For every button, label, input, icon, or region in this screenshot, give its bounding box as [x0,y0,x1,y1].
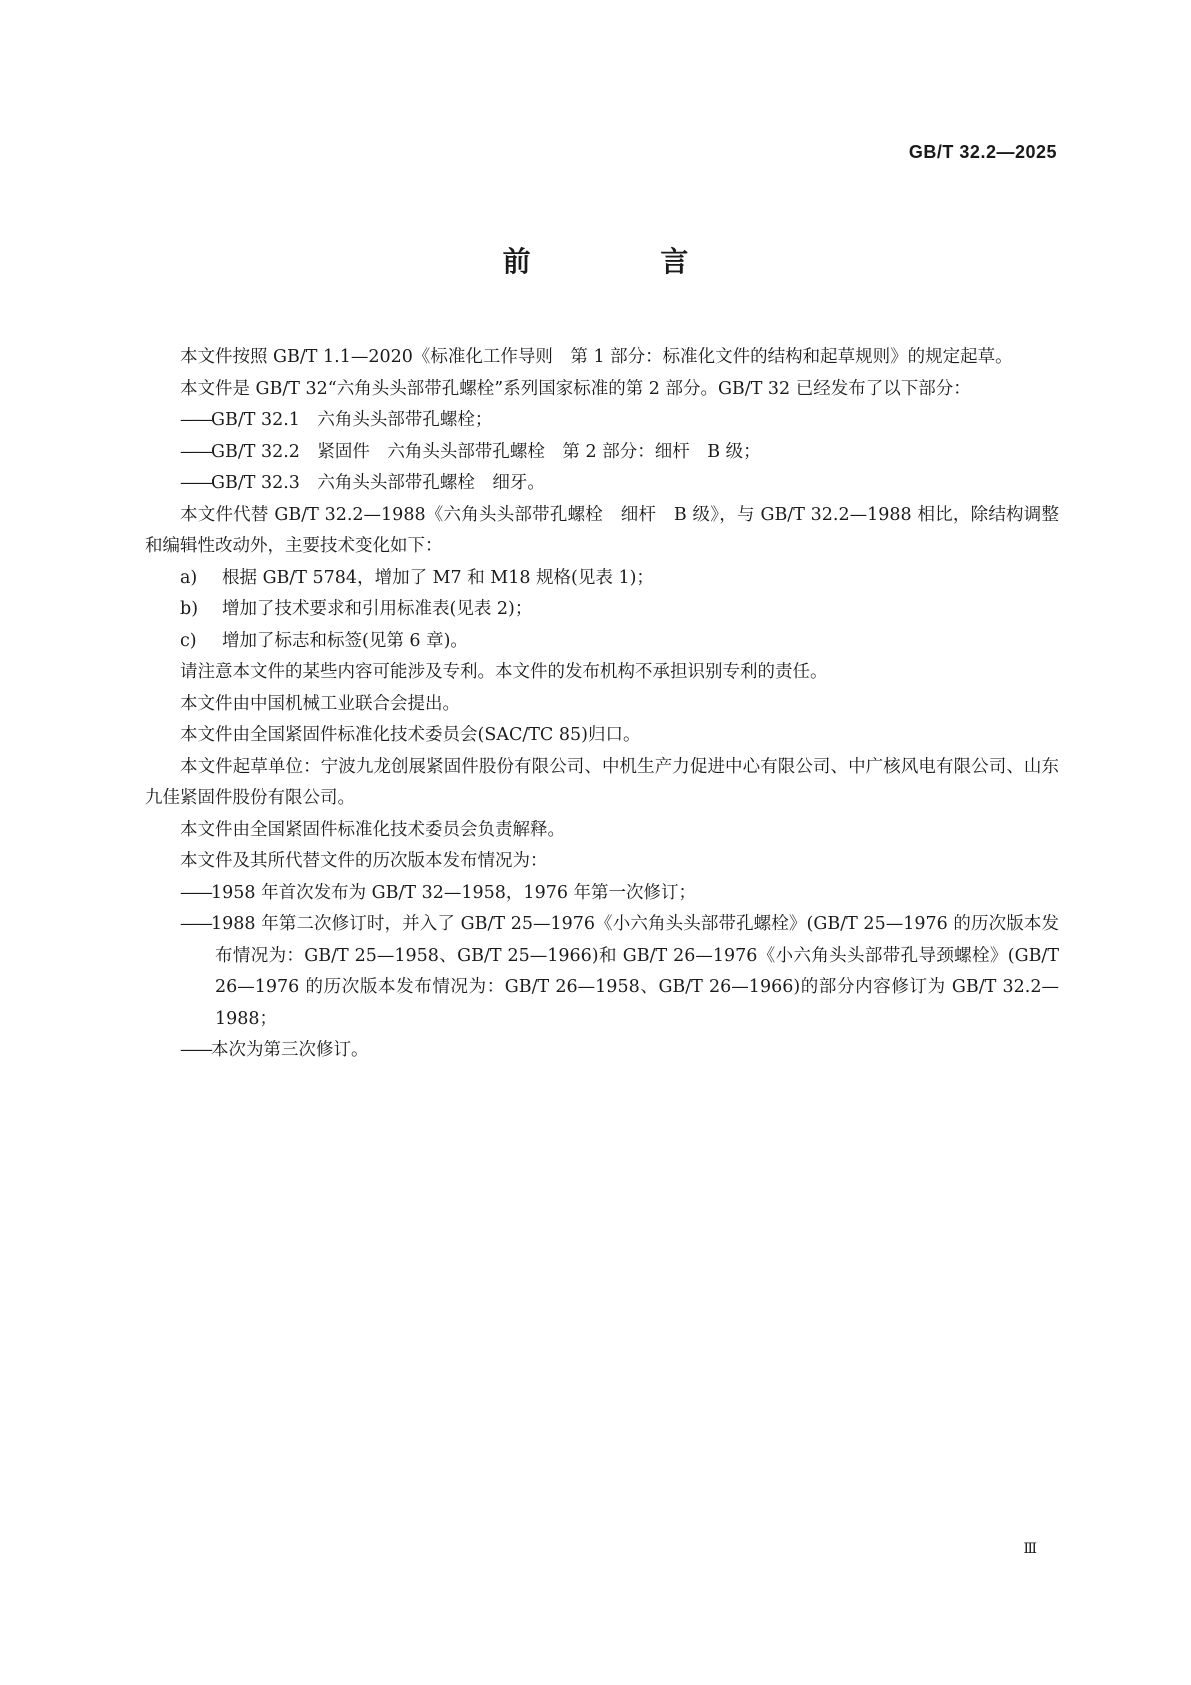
change-list-item [145,594,1059,626]
change-text: 根据 GB/T 5784，增加了 M7 和 M18 规格(见表 1)； [222,567,654,588]
part-list-item [145,405,1059,437]
change-list-item [145,563,1059,595]
dash-mark: —— [180,473,211,493]
history-list-item [145,878,1059,910]
history-list-item [145,909,1059,1035]
change-text: 增加了技术要求和引用标准表(见表 2)； [222,599,533,619]
dash-mark: —— [180,1040,211,1060]
paragraph-history-intro: 本文件及其所代替文件的历次版本发布情况为： [180,851,548,871]
dash-mark: —— [180,410,211,430]
history-list-item [145,1035,1059,1067]
paragraph-committee: 本文件由全国紧固件标准化技术委员会(SAC/TC 85)归口。 [180,725,641,745]
page-title: 前 言 [502,245,749,278]
paragraph-drafting-rules: 本文件按照 GB/T 1.1—2020《标准化工作导则 第 1 部分：标准化文件的结构和起草规则》的规定起草。 [180,347,1013,367]
history-text: 1988 年第二次修订时，并入了 GB/T 25—1976《小六角头头部带孔螺栓》(GB/T 25—1976 的历次版本发布情况为：GB/T 25—1958、GB/T 25—1966)和 GB/T 26—1976《小六角头头部带孔导颈螺栓》(GB/T 26—1976 的历次版本发布情况为：GB/T 26—1958、GB/T 26—1966)的部分内容修订为 GB/T 32.2—1988； [211,914,1059,1029]
part-list-item [145,468,1059,500]
history-text: 1958 年首次发布为 GB/T 32—1958，1976 年第一次修订； [211,882,697,903]
list-marker: b) [180,599,199,619]
part-list-item [145,437,1059,469]
paragraph-drafting-units: 本文件起草单位：宁波九龙创展紧固件股份有限公司、中机生产力促进中心有限公司、中广核风电有限公司、山东九佳紧固件股份有限公司。 [145,756,1059,808]
change-text: 增加了标志和标签(见第 6 章)。 [222,630,468,651]
dash-mark: —— [180,441,211,462]
standard-code: GB/T 32.2—2025 [908,142,1057,162]
dash-mark: —— [180,882,211,903]
page-number: Ⅲ [1023,1541,1037,1557]
list-marker: a) [180,567,198,588]
paragraph-interpretation: 本文件由全国紧固件标准化技术委员会负责解释。 [180,819,565,840]
paragraph-patent-notice: 请注意本文件的某些内容可能涉及专利。本文件的发布机构不承担识别专利的责任。 [180,662,828,682]
paragraph-series-parts: 本文件是 GB/T 32“六角头头部带孔螺栓”系列国家标准的第 2 部分。GB/T 32 已经发布了以下部分： [180,378,971,399]
history-text: 本次为第三次修订。 [211,1040,369,1060]
list-marker: c) [180,630,197,651]
paragraph-replaces: 本文件代替 GB/T 32.2—1988《六角头头部带孔螺栓 细杆 B 级》，与 GB/T 32.2—1988 相比，除结构调整和编辑性改动外，主要技术变化如下： [145,504,1059,556]
part-text: GB/T 32.2 紧固件 六角头头部带孔螺栓 第 2 部分：细杆 B 级； [211,441,761,462]
change-list-item [145,626,1059,658]
part-text: GB/T 32.1 六角头头部带孔螺栓； [211,410,493,430]
dash-mark: —— [180,914,211,934]
paragraph-proposer: 本文件由中国机械工业联合会提出。 [180,693,460,714]
part-text: GB/T 32.3 六角头头部带孔螺栓 细牙。 [211,473,545,493]
foreword-body [145,342,1059,1067]
